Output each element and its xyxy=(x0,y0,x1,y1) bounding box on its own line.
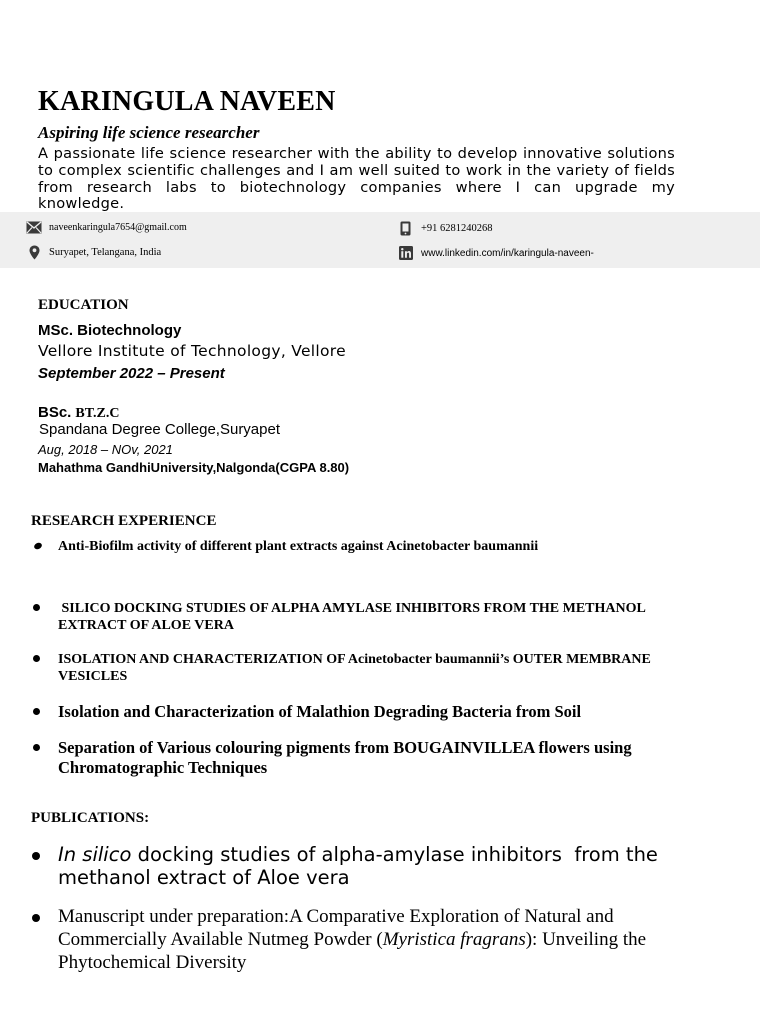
phone-number: +91 6281240268 xyxy=(421,223,493,234)
summary-paragraph: A passionate life science researcher with the ability to develop innovative solutions to complex scientific challenges and I am well suited to work in the variety of fields from research labs to biotechnology companies where I can upgrade my knowledge. xyxy=(38,145,675,213)
bsc-institution: Spandana Degree College,Suryapet xyxy=(39,421,281,438)
bsc-degree: BSc. xyxy=(38,404,72,421)
bullet-icon xyxy=(33,542,43,551)
pub1-text: docking studies of alpha-amylase inhibitors from the methanol extract of Aloe vera xyxy=(58,843,665,889)
location-text: Suryapet, Telangana, India xyxy=(49,247,162,258)
education-heading: EDUCATION xyxy=(38,297,129,313)
bullet-icon xyxy=(32,914,40,922)
research-item-2: SILICO DOCKING STUDIES OF ALPHA AMYLASE INHIBITORS FROM THE METHANOL EXTRACT OF ALOE VERA xyxy=(58,601,649,633)
bullet-icon xyxy=(33,604,40,611)
phone-icon xyxy=(400,221,411,236)
pub1-italic: In silico xyxy=(58,843,132,866)
bullet-icon xyxy=(33,655,40,662)
bsc-major: BT.Z.C xyxy=(75,406,120,421)
map-pin-icon xyxy=(29,245,40,260)
pub2-text-b: ): Unveiling the Phytochemical Diversity xyxy=(58,929,647,973)
email-link[interactable]: naveenkaringula7654@gmail.com xyxy=(49,222,187,233)
research-heading: RESEARCH EXPERIENCE xyxy=(31,513,217,529)
contact-phone xyxy=(400,221,493,236)
publication-item-1 xyxy=(58,843,688,889)
tagline: Aspiring life science researcher xyxy=(38,123,260,142)
pub2-italic: Myristica fragrans xyxy=(382,929,526,950)
envelope-icon xyxy=(26,221,42,234)
research-item-3: ISOLATION AND CHARACTERIZATION OF Acinetobacter baumannii’s OUTER MEMBRANE VESICLES xyxy=(58,652,651,684)
bullet-icon xyxy=(33,744,40,751)
contact-band xyxy=(0,212,760,268)
contact-linkedin xyxy=(399,246,594,260)
candidate-name: KARINGULA NAVEEN xyxy=(38,86,336,117)
contact-email xyxy=(26,221,187,234)
publication-item-2 xyxy=(58,905,698,974)
bsc-degree-line xyxy=(38,404,119,422)
research-item-4: Isolation and Characterization of Malathion Degrading Bacteria from Soil xyxy=(58,702,582,721)
publications-heading: PUBLICATIONS: xyxy=(31,810,150,826)
bullet-icon xyxy=(32,852,40,860)
msc-dates: September 2022 – Present xyxy=(38,365,225,382)
research-item-1: Anti-Biofilm activity of different plant extracts against Acinetobacter baumannii xyxy=(58,539,539,554)
research-item-5: Separation of Various colouring pigments from BOUGAINVILLEA flowers using Chromatographic Techniques xyxy=(58,738,640,777)
msc-degree: MSc. Biotechnology xyxy=(38,322,182,339)
bullet-icon xyxy=(33,708,40,715)
pub2-text-a: Manuscript under preparation:A Comparative Exploration of Natural and Commercially Available Nutmeg Powder ( xyxy=(58,906,614,950)
bsc-dates: Aug, 2018 – NOv, 2021 xyxy=(38,442,173,457)
bsc-university: Mahathma GandhiUniversity,Nalgonda(CGPA 8.80) xyxy=(38,460,350,475)
linkedin-link[interactable]: www.linkedin.com/in/karingula-naveen- xyxy=(421,247,594,259)
linkedin-icon xyxy=(399,246,413,260)
contact-location xyxy=(29,245,161,260)
msc-institution: Vellore Institute of Technology, Vellore xyxy=(38,342,346,360)
